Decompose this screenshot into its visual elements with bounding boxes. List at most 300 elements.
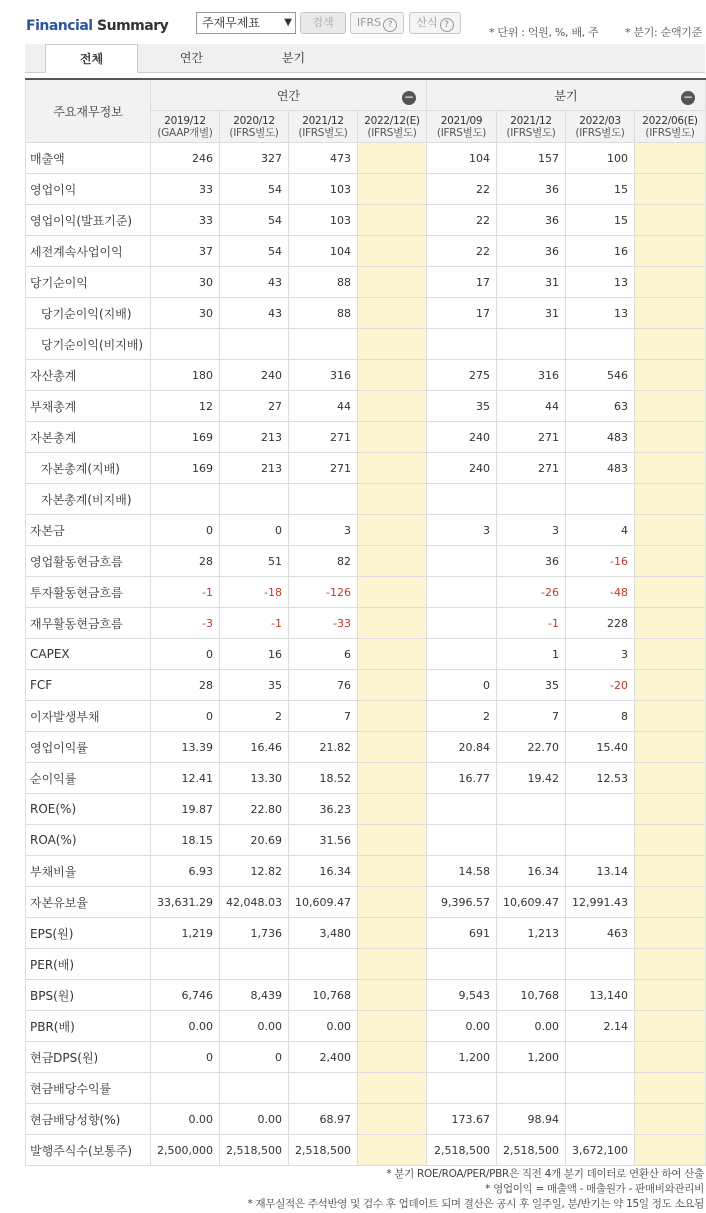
table-cell: 6.93 — [151, 856, 220, 887]
table-row — [26, 887, 706, 918]
table-cell: 275 — [427, 360, 497, 391]
table-cell: 0 — [151, 515, 220, 546]
table-cell: 1,200 — [497, 1042, 566, 1073]
table-cell — [635, 174, 706, 205]
table-cell: -20 — [566, 670, 635, 701]
table-cell: 0.00 — [427, 1011, 497, 1042]
table-row — [26, 670, 706, 701]
table-cell: 104 — [289, 236, 358, 267]
period-note: * 분기: 순액기준 — [625, 26, 702, 39]
table-cell — [427, 639, 497, 670]
table-cell: 2,500,000 — [151, 1135, 220, 1166]
table-cell: -3 — [151, 608, 220, 639]
table-cell — [289, 1073, 358, 1104]
column-standard: (IFRS별도) — [367, 126, 417, 139]
table-cell: 0 — [220, 1042, 289, 1073]
table-cell: 44 — [289, 391, 358, 422]
table-cell: 16 — [220, 639, 289, 670]
column-header — [220, 111, 289, 143]
row-label: BPS(원) — [26, 980, 151, 1011]
table-cell: 0 — [151, 1042, 220, 1073]
row-label: 당기순이익(지배) — [26, 298, 151, 329]
table-cell: 327 — [220, 143, 289, 174]
question-icon: ? — [440, 18, 454, 32]
table-cell: 240 — [427, 422, 497, 453]
table-row — [26, 236, 706, 267]
search-button[interactable]: 검색 — [300, 12, 346, 34]
table-cell — [497, 484, 566, 515]
table-cell — [497, 1073, 566, 1104]
table-cell — [635, 422, 706, 453]
table-cell: 1,200 — [427, 1042, 497, 1073]
column-date: 2022/12(E) — [364, 114, 420, 127]
table-row — [26, 639, 706, 670]
column-standard: (GAAP개별) — [157, 126, 213, 139]
column-date: 2021/09 — [440, 114, 483, 127]
table-cell: 3 — [289, 515, 358, 546]
row-label: 매출액 — [26, 143, 151, 174]
table-cell: 27 — [220, 391, 289, 422]
table-cell: 169 — [151, 453, 220, 484]
table-row — [26, 918, 706, 949]
table-cell — [635, 1104, 706, 1135]
title-financial: Financial — [26, 18, 93, 34]
table-cell — [289, 949, 358, 980]
table-cell: 22.80 — [220, 794, 289, 825]
table-row — [26, 577, 706, 608]
table-cell — [635, 205, 706, 236]
table-cell: 12 — [151, 391, 220, 422]
table-cell — [151, 329, 220, 360]
table-cell: 19.87 — [151, 794, 220, 825]
table-cell: 36 — [497, 205, 566, 236]
table-row — [26, 825, 706, 856]
table-cell: 103 — [289, 174, 358, 205]
table-cell — [635, 236, 706, 267]
table-cell: 316 — [289, 360, 358, 391]
row-label: 자본총계(지배) — [26, 453, 151, 484]
table-cell: 31 — [497, 298, 566, 329]
table-cell — [358, 701, 427, 732]
table-cell — [358, 763, 427, 794]
table-cell: 0.00 — [289, 1011, 358, 1042]
row-label: 투자활동현금흐름 — [26, 577, 151, 608]
table-cell — [635, 732, 706, 763]
table-cell: 1,219 — [151, 918, 220, 949]
table-cell: -18 — [220, 577, 289, 608]
table-cell — [635, 267, 706, 298]
table-cell — [151, 484, 220, 515]
row-label: 자본총계(비지배) — [26, 484, 151, 515]
column-header — [497, 111, 566, 143]
row-label: 자산총계 — [26, 360, 151, 391]
table-cell — [358, 1104, 427, 1135]
table-cell: 316 — [497, 360, 566, 391]
table-cell — [358, 732, 427, 763]
table-cell: 10,768 — [289, 980, 358, 1011]
table-cell: 16.34 — [289, 856, 358, 887]
table-cell — [635, 608, 706, 639]
table-cell — [289, 484, 358, 515]
table-cell: 28 — [151, 546, 220, 577]
table-cell: 17 — [427, 298, 497, 329]
table-cell: 9,543 — [427, 980, 497, 1011]
table-cell: 473 — [289, 143, 358, 174]
table-cell: 42,048.03 — [220, 887, 289, 918]
statement-type-select[interactable] — [196, 12, 296, 34]
table-cell: 28 — [151, 670, 220, 701]
table-cell: -126 — [289, 577, 358, 608]
table-row — [26, 484, 706, 515]
table-cell: 17 — [427, 267, 497, 298]
column-standard: (IFRS별도) — [506, 126, 556, 139]
column-date: 2019/12 — [164, 114, 206, 127]
table-cell: 1,213 — [497, 918, 566, 949]
table-cell: 21.82 — [289, 732, 358, 763]
table-cell: 2,518,500 — [427, 1135, 497, 1166]
table-cell — [358, 298, 427, 329]
table-cell: 31.56 — [289, 825, 358, 856]
quarter-group-header — [427, 79, 706, 111]
table-cell — [358, 856, 427, 887]
table-cell: 2 — [427, 701, 497, 732]
table-cell: -1 — [220, 608, 289, 639]
table-cell — [358, 422, 427, 453]
column-header — [427, 111, 497, 143]
table-cell: 98.94 — [497, 1104, 566, 1135]
table-row — [26, 515, 706, 546]
table-cell — [358, 546, 427, 577]
table-row — [26, 732, 706, 763]
table-cell — [566, 825, 635, 856]
table-cell — [635, 856, 706, 887]
table-cell — [220, 1073, 289, 1104]
row-label: 영업활동현금흐름 — [26, 546, 151, 577]
table-cell — [635, 546, 706, 577]
table-cell: 36.23 — [289, 794, 358, 825]
table-cell — [358, 453, 427, 484]
table-cell: 271 — [497, 422, 566, 453]
period-tabs — [25, 44, 705, 73]
column-standard: (IFRS별도) — [575, 126, 625, 139]
table-cell: 9,396.57 — [427, 887, 497, 918]
table-cell — [566, 949, 635, 980]
table-cell — [220, 329, 289, 360]
table-row — [26, 205, 706, 236]
table-cell: -1 — [151, 577, 220, 608]
row-label: PBR(배) — [26, 1011, 151, 1042]
table-cell: 169 — [151, 422, 220, 453]
table-cell: 22.70 — [497, 732, 566, 763]
table-cell: 19.42 — [497, 763, 566, 794]
table-cell — [635, 887, 706, 918]
table-cell — [635, 391, 706, 422]
unit-note: * 단위 : 억원, %, 배, 주 — [489, 26, 599, 39]
table-cell: 0.00 — [151, 1104, 220, 1135]
table-cell — [635, 1011, 706, 1042]
row-label: 부채비율 — [26, 856, 151, 887]
table-cell — [358, 484, 427, 515]
table-cell: 13.14 — [566, 856, 635, 887]
table-cell — [635, 453, 706, 484]
column-header — [635, 111, 706, 143]
table-row — [26, 949, 706, 980]
table-cell — [635, 329, 706, 360]
table-cell: 228 — [566, 608, 635, 639]
table-row — [26, 608, 706, 639]
table-cell: -33 — [289, 608, 358, 639]
table-cell: 14.58 — [427, 856, 497, 887]
table-cell: 180 — [151, 360, 220, 391]
table-cell: 54 — [220, 236, 289, 267]
table-cell: 0.00 — [151, 1011, 220, 1042]
column-date: 2021/12 — [302, 114, 344, 127]
table-cell: 10,609.47 — [497, 887, 566, 918]
table-row — [26, 1135, 706, 1166]
ifrs-label: IFRS — [356, 16, 382, 29]
table-cell: 13.30 — [220, 763, 289, 794]
table-cell — [566, 794, 635, 825]
table-cell — [497, 949, 566, 980]
row-label: CAPEX — [26, 639, 151, 670]
formula-help-button[interactable] — [409, 12, 461, 34]
table-cell: 51 — [220, 546, 289, 577]
table-cell — [358, 670, 427, 701]
table-cell: 157 — [497, 143, 566, 174]
row-label: 자본총계 — [26, 422, 151, 453]
table-cell: 8 — [566, 701, 635, 732]
title-summary: Summary — [97, 18, 169, 34]
column-date: 2020/12 — [233, 114, 275, 127]
row-label: PER(배) — [26, 949, 151, 980]
table-cell — [358, 143, 427, 174]
table-cell — [220, 949, 289, 980]
table-cell — [635, 143, 706, 174]
table-cell: 18.15 — [151, 825, 220, 856]
table-cell: 16.46 — [220, 732, 289, 763]
table-cell: 2,400 — [289, 1042, 358, 1073]
column-standard: (IFRS별도) — [229, 126, 279, 139]
table-cell: 31 — [497, 267, 566, 298]
row-label: EPS(원) — [26, 918, 151, 949]
statement-type-value: 주재무제표 — [202, 16, 260, 30]
table-cell — [358, 1011, 427, 1042]
table-cell: 44 — [497, 391, 566, 422]
table-row — [26, 1042, 706, 1073]
table-cell — [566, 484, 635, 515]
row-label: 발행주식수(보통주) — [26, 1135, 151, 1166]
table-row — [26, 856, 706, 887]
table-cell: 2,518,500 — [220, 1135, 289, 1166]
table-cell: 103 — [289, 205, 358, 236]
table-cell — [427, 825, 497, 856]
table-cell: -48 — [566, 577, 635, 608]
table-cell: 0 — [427, 670, 497, 701]
column-standard: (IFRS별도) — [645, 126, 695, 139]
table-cell: 2.14 — [566, 1011, 635, 1042]
table-cell — [427, 608, 497, 639]
tab-all[interactable]: 전체 — [45, 44, 138, 73]
table-row — [26, 701, 706, 732]
table-cell: 546 — [566, 360, 635, 391]
table-cell — [151, 949, 220, 980]
table-cell — [497, 825, 566, 856]
table-cell: 30 — [151, 298, 220, 329]
table-row — [26, 1104, 706, 1135]
table-cell: 43 — [220, 298, 289, 329]
table-cell: 271 — [497, 453, 566, 484]
table-cell: 483 — [566, 422, 635, 453]
table-cell: 20.69 — [220, 825, 289, 856]
table-cell: 22 — [427, 236, 497, 267]
table-cell — [635, 577, 706, 608]
table-cell: 12,991.43 — [566, 887, 635, 918]
table-cell: 1,736 — [220, 918, 289, 949]
table-cell — [427, 329, 497, 360]
table-cell: 3,672,100 — [566, 1135, 635, 1166]
column-header — [566, 111, 635, 143]
row-label: 현금배당성향(%) — [26, 1104, 151, 1135]
table-cell: 68.97 — [289, 1104, 358, 1135]
table-cell: 37 — [151, 236, 220, 267]
table-cell: 43 — [220, 267, 289, 298]
table-cell: 0 — [151, 701, 220, 732]
row-label: 영업이익 — [26, 174, 151, 205]
summary-toolbar — [0, 0, 706, 44]
table-cell — [635, 949, 706, 980]
table-cell: 22 — [427, 205, 497, 236]
table-cell: 12.53 — [566, 763, 635, 794]
column-date: 2022/06(E) — [642, 114, 698, 127]
table-cell — [358, 887, 427, 918]
column-header — [289, 111, 358, 143]
table-cell — [635, 484, 706, 515]
table-cell: 213 — [220, 453, 289, 484]
table-cell: 12.82 — [220, 856, 289, 887]
table-cell: 3 — [427, 515, 497, 546]
table-cell — [635, 1042, 706, 1073]
row-label: 당기순이익(비지배) — [26, 329, 151, 360]
table-row — [26, 360, 706, 391]
table-row — [26, 143, 706, 174]
corner-header: 주요재무정보 — [26, 79, 151, 143]
table-cell: 246 — [151, 143, 220, 174]
table-cell: 3 — [566, 639, 635, 670]
table-cell: 6 — [289, 639, 358, 670]
table-cell: 20.84 — [427, 732, 497, 763]
column-standard: (IFRS별도) — [298, 126, 348, 139]
table-cell: 16 — [566, 236, 635, 267]
table-cell: 240 — [220, 360, 289, 391]
table-cell: 0 — [220, 515, 289, 546]
table-cell: 7 — [289, 701, 358, 732]
table-row — [26, 794, 706, 825]
table-cell: 54 — [220, 205, 289, 236]
table-row — [26, 763, 706, 794]
table-cell — [358, 918, 427, 949]
table-cell — [358, 639, 427, 670]
tab-quarter[interactable]: 분기 — [281, 51, 306, 65]
table-cell: 16.77 — [427, 763, 497, 794]
table-cell: 3 — [497, 515, 566, 546]
table-cell: 36 — [497, 546, 566, 577]
table-cell: 30 — [151, 267, 220, 298]
table-cell: 1 — [497, 639, 566, 670]
row-label: 부채총계 — [26, 391, 151, 422]
chevron-down-icon: ▼ — [284, 17, 292, 28]
annual-group-header — [151, 79, 427, 111]
table-cell: 2,518,500 — [289, 1135, 358, 1166]
annual-group-label: 연간 — [276, 88, 301, 103]
table-cell: 2,518,500 — [497, 1135, 566, 1166]
table-row — [26, 298, 706, 329]
table-cell: 0.00 — [220, 1104, 289, 1135]
collapse-quarter-icon[interactable]: − — [682, 90, 694, 104]
table-cell — [497, 329, 566, 360]
financial-summary-table — [25, 78, 706, 1166]
table-cell — [427, 1073, 497, 1104]
table-cell: 16.34 — [497, 856, 566, 887]
table-row — [26, 453, 706, 484]
footnote: * 분기 ROE/ROA/PER/PBR은 직전 4개 분기 데이터로 연환산 하여 산출 — [386, 1168, 704, 1180]
table-cell — [358, 980, 427, 1011]
table-cell: 76 — [289, 670, 358, 701]
table-cell — [358, 515, 427, 546]
row-label: 자본금 — [26, 515, 151, 546]
table-cell — [497, 794, 566, 825]
table-cell: -26 — [497, 577, 566, 608]
row-label: 자본유보율 — [26, 887, 151, 918]
footnote: * 영업이익 = 매출액 - 매출원가 - 판매비와관리비 — [485, 1183, 704, 1195]
table-cell — [566, 1104, 635, 1135]
table-row — [26, 422, 706, 453]
table-cell: 2 — [220, 701, 289, 732]
table-cell — [220, 484, 289, 515]
table-cell: 18.52 — [289, 763, 358, 794]
table-cell — [635, 918, 706, 949]
table-cell: 15 — [566, 205, 635, 236]
table-cell: 82 — [289, 546, 358, 577]
row-label: 이자발생부채 — [26, 701, 151, 732]
table-cell: 0.00 — [220, 1011, 289, 1042]
row-label: 영업이익률 — [26, 732, 151, 763]
table-row — [26, 391, 706, 422]
table-cell: 0.00 — [497, 1011, 566, 1042]
table-cell: 15.40 — [566, 732, 635, 763]
ifrs-help-button[interactable] — [350, 12, 404, 34]
column-date: 2021/12 — [510, 114, 552, 127]
table-cell: 8,439 — [220, 980, 289, 1011]
table-cell: 54 — [220, 174, 289, 205]
collapse-annual-icon[interactable]: − — [403, 90, 415, 104]
table-cell: 88 — [289, 267, 358, 298]
table-cell: 15 — [566, 174, 635, 205]
table-cell — [358, 577, 427, 608]
question-icon: ? — [383, 18, 397, 32]
table-cell: 35 — [220, 670, 289, 701]
row-label: 세전계속사업이익 — [26, 236, 151, 267]
table-cell — [427, 546, 497, 577]
table-cell: 463 — [566, 918, 635, 949]
table-cell: 36 — [497, 236, 566, 267]
table-cell: 35 — [497, 670, 566, 701]
table-row — [26, 1011, 706, 1042]
table-cell: 10,768 — [497, 980, 566, 1011]
tab-annual[interactable]: 연간 — [179, 51, 204, 65]
table-cell — [635, 670, 706, 701]
table-row — [26, 980, 706, 1011]
table-cell: 100 — [566, 143, 635, 174]
